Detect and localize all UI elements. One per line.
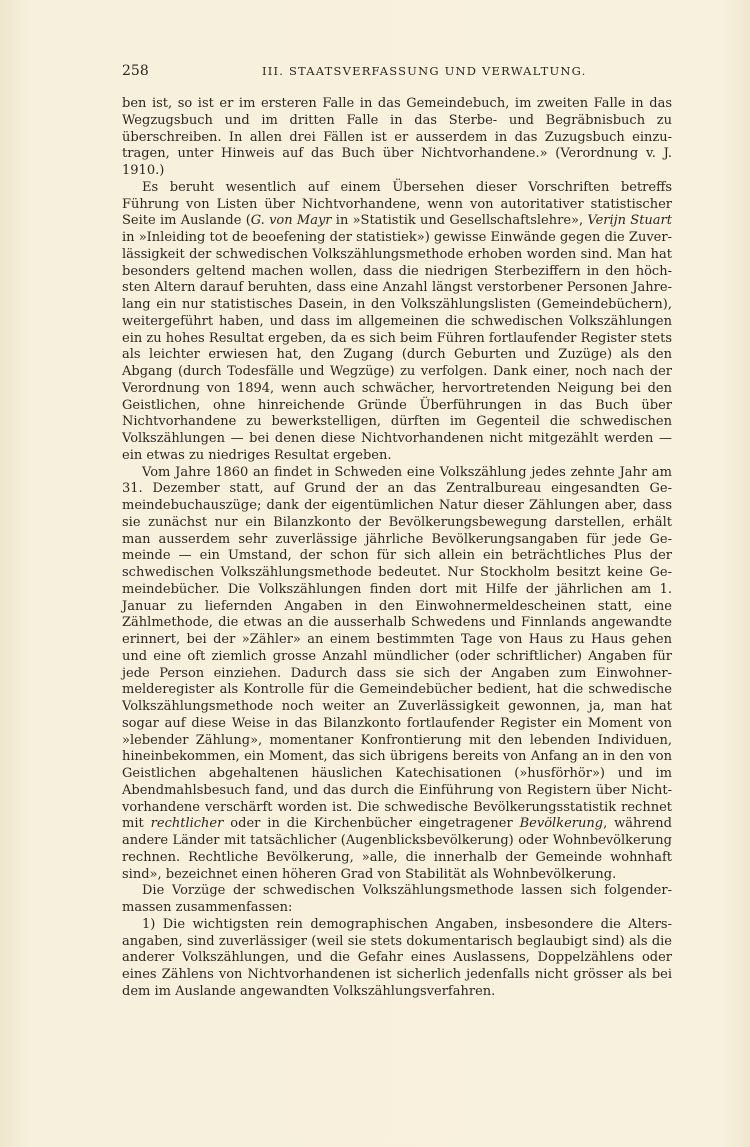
text-segment: , während andere Länder mit tatsächlicher (Augenblicksbevölkerung) oder Wohnbevölkerung rechnen. Rechtliche Bevölkerung, »alle, die innerhalb der Gemeinde wohnhaft sind», bezeichnet einen höheren Grad von Stabilität als Wohnbevölkerung.	[122, 816, 673, 882]
text-segment: 1) Die wichtigsten rein demographischen Angaben, insbesondere die Altersangaben, sind zuverlässiger (weil sie stets dokumentarisch beglaubigt sind) als die anderer Volkszählungen, und die Gefahr eines Auslassens, Doppelzählens oder eines Zählens von Nichtvorhandenen ist sicherlich jedenfalls nicht grösser als bei dem im Auslande angewandten Volkszählungsverfahren.	[122, 916, 672, 999]
paragraph	[122, 465, 672, 884]
text-segment: oder in die Kirchenbücher eingetragener	[223, 816, 520, 832]
author-name: G. von Mayr	[250, 213, 332, 229]
running-head: III. STAATSVERFASSUNG UND VERWALTUNG.	[262, 64, 587, 78]
body-text	[122, 96, 672, 1001]
page-header	[122, 63, 662, 83]
paragraph	[122, 917, 672, 1001]
emphasis: rechtlicher	[150, 816, 224, 832]
text-segment: Die Vorzüge der schwedischen Volkszählungsmethode lassen sich folgendermassen zusammenfassen:	[122, 883, 672, 915]
text-segment: ben ist, so ist er im ersteren Falle in das Gemeindebuch, im zweiten Falle in das Wegzugsbuch und im dritten Falle in das Sterbe- und Begräbnisbuch zu überschreiben. In allen drei Fällen ist er ausserdem in das Zuzugsbuch einzutragen, unter Hinweis auf das Buch über Nichtvorhandene.» (Verordnung v. J. 1910.)	[122, 96, 672, 178]
emphasis: Bevölkerung	[519, 816, 604, 832]
paragraph	[122, 883, 672, 917]
text-segment: in »Inleiding tot de beoefening der statistiek») gewisse Einwände gegen die Zuverlässigkeit der schwedischen Volkszählungsmethode erhoben worden sind. Man hat besonders geltend machen wollen, dass die niedrigen Sterbeziffern in den höchsten Altern darauf beruhten, dass eine Anzahl längst verstorbener Personen Jahrelang ein nur statistisches Dasein, in den Volkszählungslisten (Gemeindebüchern), weitergeführt haben, und dass im allgemeinen die schwedischen Volkszählungen ein zu hohes Resultat ergeben, da es sich beim Führen fortlaufender Register stets als leichter erwiesen hat, den Zugang (durch Geburten und Zuzüge) als den Abgang (durch Todesfälle und Wegzüge) zu verfolgen. Dank einer, noch nach der Verordnung von 1894, wenn auch schwächer, hervortretenden Neigung bei den Geistlichen, ohne hinreichende Gründe Überführungen in das Buch über Nichtvorhandene zu bewerkstelligen, dürften im Gegenteil die schwedischen Volkszählungen — bei denen diese Nichtvorhandenen nicht mitgezählt werden — ein etwas zu niedriges Resultat ergeben.	[122, 230, 672, 463]
text-segment: in »Statistik und Gesellschaftslehre»,	[331, 213, 588, 229]
paragraph	[122, 96, 672, 180]
author-name: Verijn Stuart	[587, 213, 672, 229]
page-number: 258	[122, 63, 149, 79]
text-segment: Vom Jahre 1860 an findet in Schweden eine Volkszählung jedes zehnte Jahr am 31. Dezember statt, auf Grund der an das Zentralbureau eingesandten Gemeindebuchauszüge; dank der eigentümlichen Natur dieser Zählungen aber, dass sie zunächst nur ein Bilanzkonto der Bevölkerungsbewegung darstellen, erhält man ausserdem sehr zuverlässige jährliche Bevölkerungsangaben für jede Gemeinde — ein Umstand, der schon für sich allein ein beträchtliches Plus der schwedischen Volkszählungsmethode bedeutet. Nur Stockholm besitzt keine Gemeindebücher. Die Volkszählungen finden dort mit Hilfe der jährlichen am 1. Januar zu liefernden Angaben in den Einwohnermeldescheinen statt, eine Zählmethode, die etwas an die ausserhalb Schwedens und Finnlands angewandte erinnert, bei der »Zähler» an einem bestimmten Tage von Haus zu Haus gehen und eine oft ziemlich grosse Anzahl mündlicher (oder schriftlicher) Angaben für jede Person einziehen. Dadurch dass sie sich der Angaben zum Einwohnermelderegister als Kontrolle für die Gemeindebücher bedient, hat die schwedische Volkszählungsmethode noch weiter an Zuverlässigkeit gewonnen, ja, man hat sogar auf diese Weise in das Bilanzkonto fortlaufender Register ein Moment von »lebender Zählung», momentaner Konfrontierung mit den lebenden Individuen, hineinbekommen, ein Moment, das sich übrigens bereits von Anfang an in den von Geistlichen abgehaltenen häuslichen Katechisationen (»husförhör») und im Abendmahlsbesuch fand, und das durch die Einführung von Registern über Nichtvorhandene verschärft worden ist. Die schwedische Bevölkerungsstatistik rechnet mit	[122, 464, 672, 832]
paragraph	[122, 180, 672, 465]
text-segment: Es beruht wesentlich auf einem Übersehen dieser Vorschriften betreffs Führung von Listen über Nichtvorhandene, wenn von autoritativer statistischer Seite im Auslande (	[122, 179, 672, 229]
